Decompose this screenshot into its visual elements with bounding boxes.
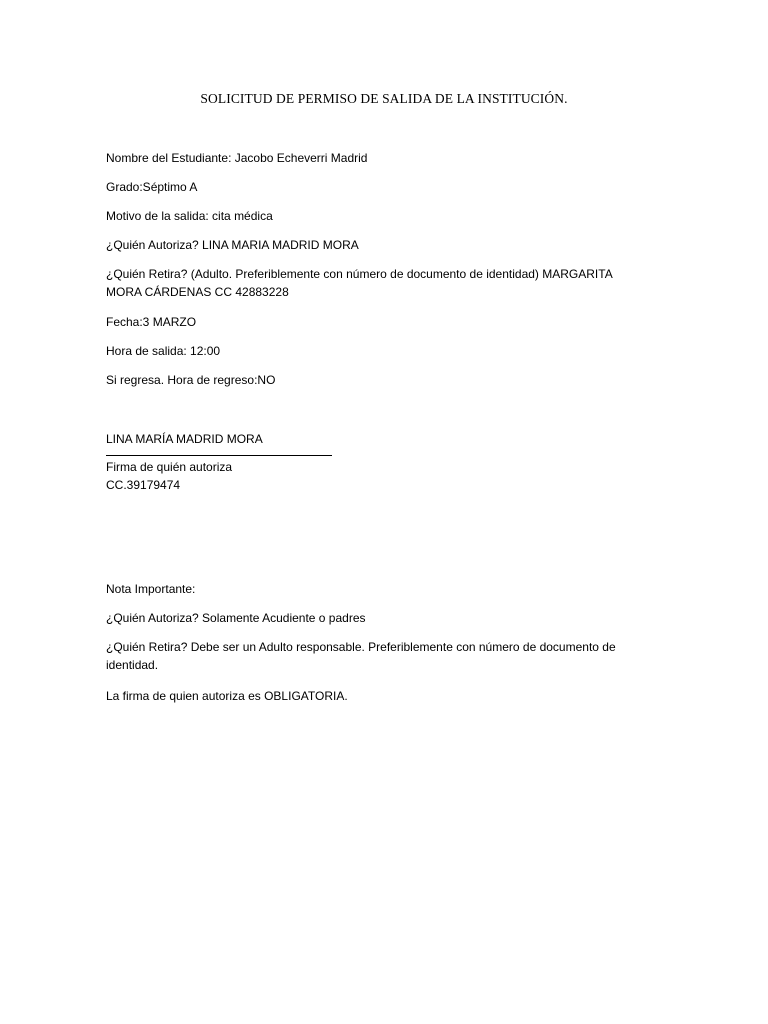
note-signature-rule: La firma de quien autoriza es OBLIGATORIA. (106, 689, 348, 703)
signature-caption: Firma de quién autoriza (106, 460, 233, 474)
document-title: SOLICITUD DE PERMISO DE SALIDA DE LA INSTITUCIÓN. (200, 91, 568, 106)
date-field: Fecha:3 MARZO (106, 315, 197, 329)
pickup-person-field-line-1: ¿Quién Retira? (Adulto. Preferiblemente con número de documento de identidad) MARGARITA (106, 267, 613, 281)
pickup-person-field-line-2: MORA CÁRDENAS CC 42883228 (106, 285, 289, 299)
exit-reason-field: Motivo de la salida: cita médica (106, 209, 273, 223)
authorizer-field: ¿Quién Autoriza? LINA MARIA MADRID MORA (106, 238, 359, 252)
note-pickup-rule-line-1: ¿Quién Retira? Debe ser un Adulto responsable. Preferiblemente con número de documento de (106, 640, 616, 654)
student-name-field: Nombre del Estudiante: Jacobo Echeverri Madrid (106, 151, 368, 165)
exit-time-field: Hora de salida: 12:00 (106, 344, 221, 358)
return-field: Si regresa. Hora de regreso:NO (106, 373, 276, 387)
note-authorizer-rule: ¿Quién Autoriza? Solamente Acudiente o padres (106, 611, 366, 625)
signer-name: LINA MARÍA MADRID MORA (106, 432, 263, 446)
grade-field: Grado:Séptimo A (106, 180, 198, 194)
note-pickup-rule-line-2: identidad. (106, 658, 159, 672)
signer-id: CC.39179474 (106, 478, 181, 492)
note-heading: Nota Importante: (106, 582, 196, 596)
signature-line (106, 455, 332, 456)
